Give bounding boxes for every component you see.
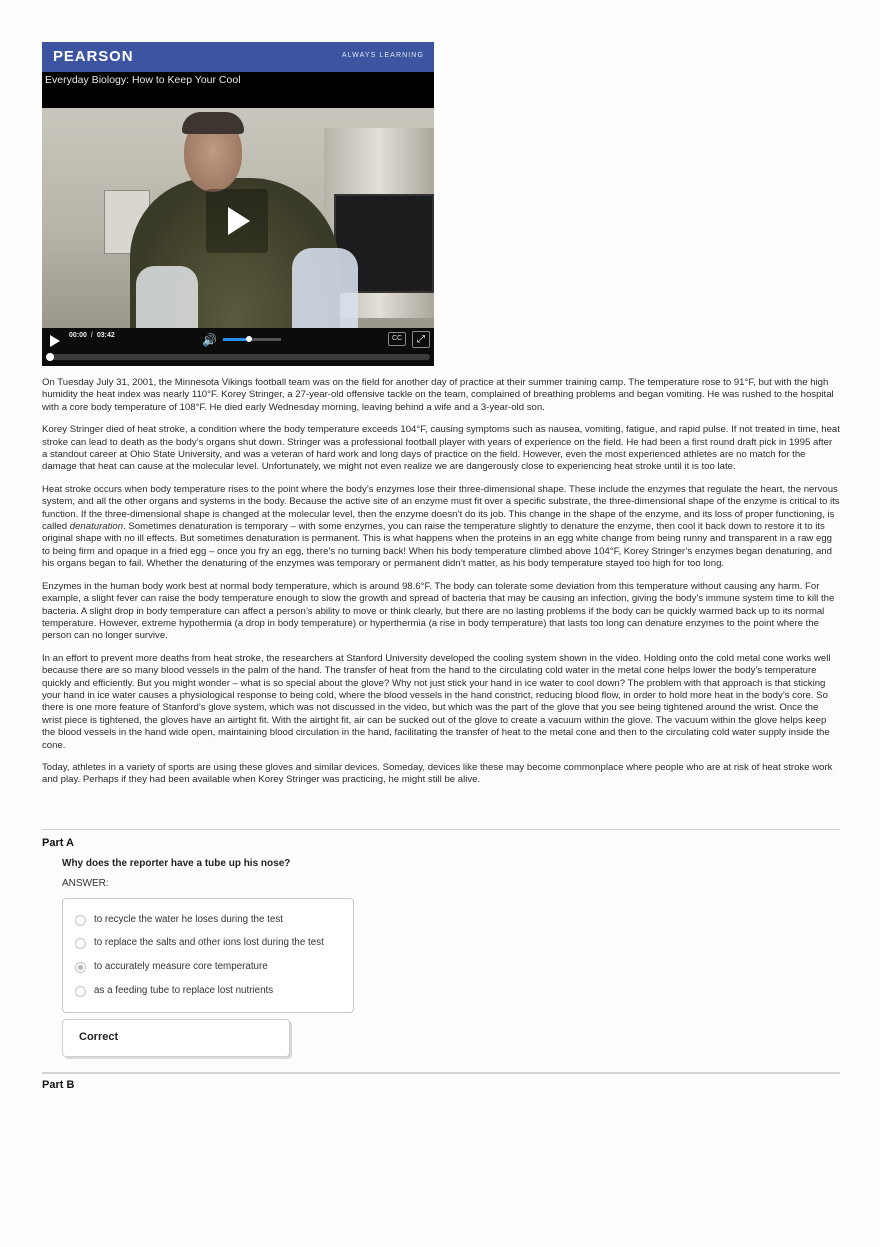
part-b-title: Part B (42, 1079, 75, 1091)
video-player[interactable] (42, 42, 434, 366)
answer-choices (62, 898, 354, 1013)
divider-part-a (42, 829, 840, 830)
time-separator: / (90, 332, 93, 339)
part-a-title: Part A (42, 837, 74, 849)
choice-label: to recycle the water he loses during the test (94, 914, 283, 925)
article-paragraph-1: On Tuesday July 31, 2001, the Minnesota Vikings football team was on the field for another day of practice at their summer training camp. The temperature rose to 91°F, but with the high humidity the heat index was nearly 110°F. Korey Stringer, a 27-year-old offensive tackle on the team, complained of breathing problems and began vomiting. He was rushed to the hospital with a core body temperature of 108°F. He died early Wednesday morning, leaving behind a wife and a 3-year-old son. (42, 377, 834, 413)
choice-label: to accurately measure core temperature (94, 961, 268, 972)
denaturation-term: denaturation (69, 521, 124, 533)
big-play-button[interactable] (206, 189, 268, 253)
water-jug-right (292, 248, 358, 338)
closed-captions-button[interactable]: CC (388, 332, 406, 346)
reporter-hair (182, 112, 244, 134)
feedback-text: Correct (79, 1031, 119, 1043)
choice-option-2[interactable] (63, 934, 353, 954)
brand-tagline: ALWAYS LEARNING (341, 52, 424, 59)
paragraph-3-start: Heat stroke occurs when body temperature rises to the point where the body’s enzymes lose their three-dimensional shape. These include the enzymes that regulate the heart, the nervous system, and all the other organs and systems in the body. Because the active site of an enzyme must fit over a specific substrate, the three-dimensional shape of the enzyme is critical to its function. If the three-dimensional shape is changed at the molecular level, then the enzyme doesn’t do its job. This change in the shape of the enzyme, and its loss of proper functioning, is called (42, 483, 840, 533)
fullscreen-icon[interactable]: ⤢ (412, 331, 430, 348)
article-text (42, 377, 840, 797)
current-time: 00:00 (69, 332, 87, 339)
choice-option-1[interactable] (63, 911, 353, 931)
paragraph-3-end: . Sometimes denaturation is temporary – with some enzymes, you can raise the temperature slightly to denature the enzyme, then cool it back down to restore it to its original shape with no ill effects. But sometimes denaturation is permanent. This is what happens when the proteins in an egg white change from being runny and transparent in a raw egg to being firm and opaque in a fried egg – once you fry an egg, there’s no turning back! When his body temperature climbed above 104°F, Korey Stringer’s enzymes began denaturing, and his organs began to fail. Whether the denaturing of the enzymes was temporary or permanent didn’t matter, as his body temperature stayed too high for too long. (42, 521, 832, 570)
volume-icon[interactable]: 🔊 (202, 333, 217, 347)
video-title: Everyday Biology: How to Keep Your Cool (45, 74, 241, 86)
choice-label: to replace the salts and other ions lost during the test (94, 937, 324, 948)
choice-option-3[interactable] (63, 958, 353, 978)
time-display (69, 332, 115, 339)
question-text: Why does the reporter have a tube up his nose? (62, 858, 291, 869)
radio-button[interactable] (75, 915, 86, 926)
player-controls (42, 328, 434, 366)
feedback-box (62, 1019, 290, 1057)
radio-button[interactable] (75, 986, 86, 997)
article-paragraph-2: Korey Stringer died of heat stroke, a condition where the body temperature exceeds 104°F, causing symptoms such as nausea, vomiting, fatigue, and rapid pulse. If not treated in time, heat stroke can lead to death as the body’s organs shut down. Stringer was a professional football player with years of experience on the field. He had been a first round draft pick in 1995 after a standout career at Ohio State University, and was a veteran of hard work and long days of practice on the field. However, even the most experienced athletes are no match for the damage that heat can cause at the molecular level. Unfortunately, we might not even realize we are dangerously close to experiencing heat stroke until it is too late. (42, 424, 840, 473)
seek-bar[interactable] (46, 354, 430, 360)
brand-bar (42, 42, 434, 72)
radio-button-selected[interactable] (75, 962, 86, 973)
volume-handle[interactable] (246, 336, 252, 342)
article-paragraph-4: Enzymes in the human body work best at normal body temperature, which is around 98.6°F. The body can tolerate some deviation from this temperature without causing any harm. For example, a slight fever can raise the body temperature enough to slow the growth and spread of bacteria that may be causing an infection, giving the body’s immune system time to kill the bacteria. A slight drop in body temperature can affect a person’s ability to move or think clearly, but there are no lasting problems if the body can be quickly warmed back up to its normal temperature. However, extreme hypothermia (a drop in body temperature) or hyperthermia (a rise in body temperature) that lasts too long can denature enzymes to the point where the person can no longer survive. (42, 580, 835, 642)
choice-option-4[interactable] (63, 982, 353, 1002)
pearson-logo: PEARSON (53, 48, 134, 65)
choice-label: as a feeding tube to replace lost nutrients (94, 985, 274, 996)
divider-part-b (42, 1072, 840, 1074)
volume-slider[interactable] (223, 338, 281, 341)
duration: 03:42 (96, 332, 115, 339)
radio-button[interactable] (75, 938, 86, 949)
article-paragraph-3 (42, 484, 840, 571)
answer-label: ANSWER: (62, 878, 109, 889)
article-paragraph-5: In an effort to prevent more deaths from heat stroke, the researchers at Stanford University developed the cooling system shown in the video. Holding onto the cold metal cone works well because there are so many blood vessels in the palm of the hand. The transfer of heat from the hand to the circulating cold water in the metal cone helps lower the body’s temperature quickly and efficiently. But you might wonder – what is so special about the glove? Why not just stick your hand in ice water to cool down? The problem with that approach is that sticking your hand in ice water causes a physiological response to being cold, where the blood vessels in the hand constrict, reducing blood flow, in order to hold more heat in the body’s core. So there is one more feature of Stanford’s glove system, which was not discussed in the video, but which was the part of the glove that you see being tightened around the wrist. Once the wrist piece is tightened, the gloves have an airtight fit. With the airtight fit, air can be sucked out of the glove to create a vacuum within the glove. The vacuum within the glove helps keep the blood vessels in the hand wide open, maintaining blood circulation in the hand, facilitating the transfer of heat to the metal cone and then to the circulating cold water supply inside the cone. (42, 652, 831, 751)
seek-handle[interactable] (46, 353, 54, 361)
play-icon[interactable] (46, 333, 62, 349)
article-paragraph-6: Today, athletes in a variety of sports are using these gloves and similar devices. Someday, devices like these may become commonplace where people who are at risk of heat stroke work and play. Perhaps if they had been available when Korey Stringer was practicing, he might still be alive. (42, 761, 833, 786)
